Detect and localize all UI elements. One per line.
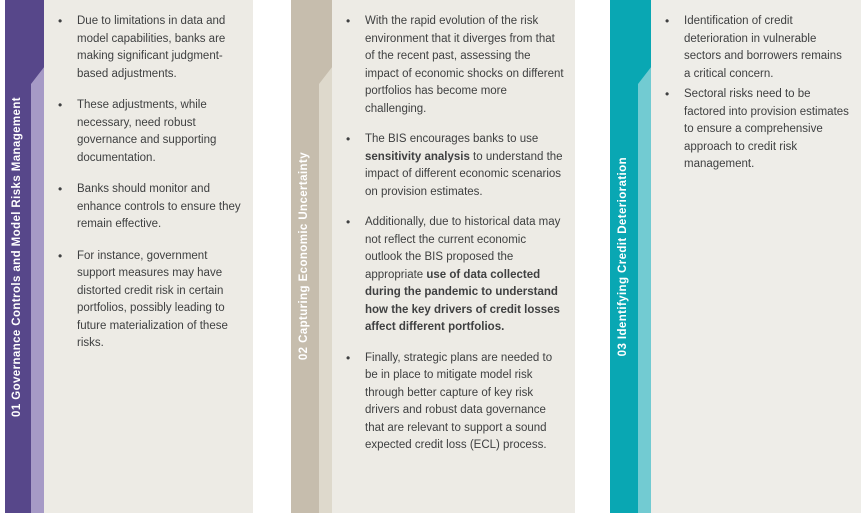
bullet-item [77, 181, 243, 234]
bullet-text-segment: to understand the impact of different economic scenarios on provision estimates. [365, 150, 563, 198]
content-panel-economic-uncertainty [332, 0, 575, 513]
banner-economic-uncertainty [291, 0, 319, 513]
content-panel-governance [44, 0, 253, 513]
bullet-text-segment: Additionally, due to historical data may not reflect the current economic outlook the BIS proposed the appropriate [365, 216, 561, 281]
banner-credit-deterioration [610, 0, 638, 513]
bullet-item [684, 86, 851, 174]
bullet-item [365, 214, 565, 337]
bullet-item [365, 350, 565, 455]
bullet-list [651, 0, 861, 174]
bullet-text-segment: For instance, government support measures may have distorted credit risk in certain portfolios, possibly leading to future materialization of these risks. [77, 249, 228, 349]
bullet-text-segment: Finally, strategic plans are needed to be in place to mitigate model risk through better capture of key risk drivers and robust data governance that are relevant to support a sound expected credit loss (ECL) process. [365, 351, 553, 451]
banner-title-credit-deterioration: 03 Identifying Credit Deterioration [617, 156, 630, 357]
bullet-list [44, 0, 253, 353]
column-credit-deterioration [610, 0, 861, 513]
content-panel-credit-deterioration [651, 0, 861, 513]
column-governance-controls [5, 0, 253, 513]
bullet-item [77, 13, 243, 83]
bullet-text-segment: Sectoral risks need to be factored into provision estimates to ensure a comprehensive approach to credit risk management. [684, 88, 849, 170]
bullet-item [77, 248, 243, 353]
bullet-item [77, 97, 243, 167]
bullet-text-segment: Due to limitations in data and model capabilities, banks are making significant judgment-based adjustments. [77, 15, 226, 80]
banner-title-economic-uncertainty: 02 Capturing Economic Uncertainty [298, 152, 311, 361]
bullet-item [365, 13, 565, 118]
bullet-text-segment: With the rapid evolution of the risk environment that it diverges from that of the recent past, assessing the impact of economic shocks on different portfolios has become more challenging. [365, 15, 564, 115]
bullet-text-segment: The BIS encourages banks to use [365, 133, 539, 145]
bullet-text-segment: Banks should monitor and enhance controls to ensure they remain effective. [77, 183, 241, 230]
bullet-text-segment: These adjustments, while necessary, need robust governance and supporting documentation. [77, 99, 217, 164]
bullet-text-segment: sensitivity analysis [365, 150, 470, 163]
column-economic-uncertainty [291, 0, 575, 513]
bullet-item [684, 13, 851, 83]
bullet-text-segment: use of data collected during the pandemic to understand how the key drivers of credit losses affect different portfolios. [365, 268, 560, 333]
bullet-list [332, 0, 575, 455]
bullet-text-segment: Identification of credit deterioration in vulnerable sectors and borrowers remains a critical concern. [684, 15, 842, 80]
bullet-item [365, 131, 565, 201]
banner-governance [5, 0, 31, 513]
banner-title-governance: 01 Governance Controls and Model Risks Management [11, 96, 24, 417]
